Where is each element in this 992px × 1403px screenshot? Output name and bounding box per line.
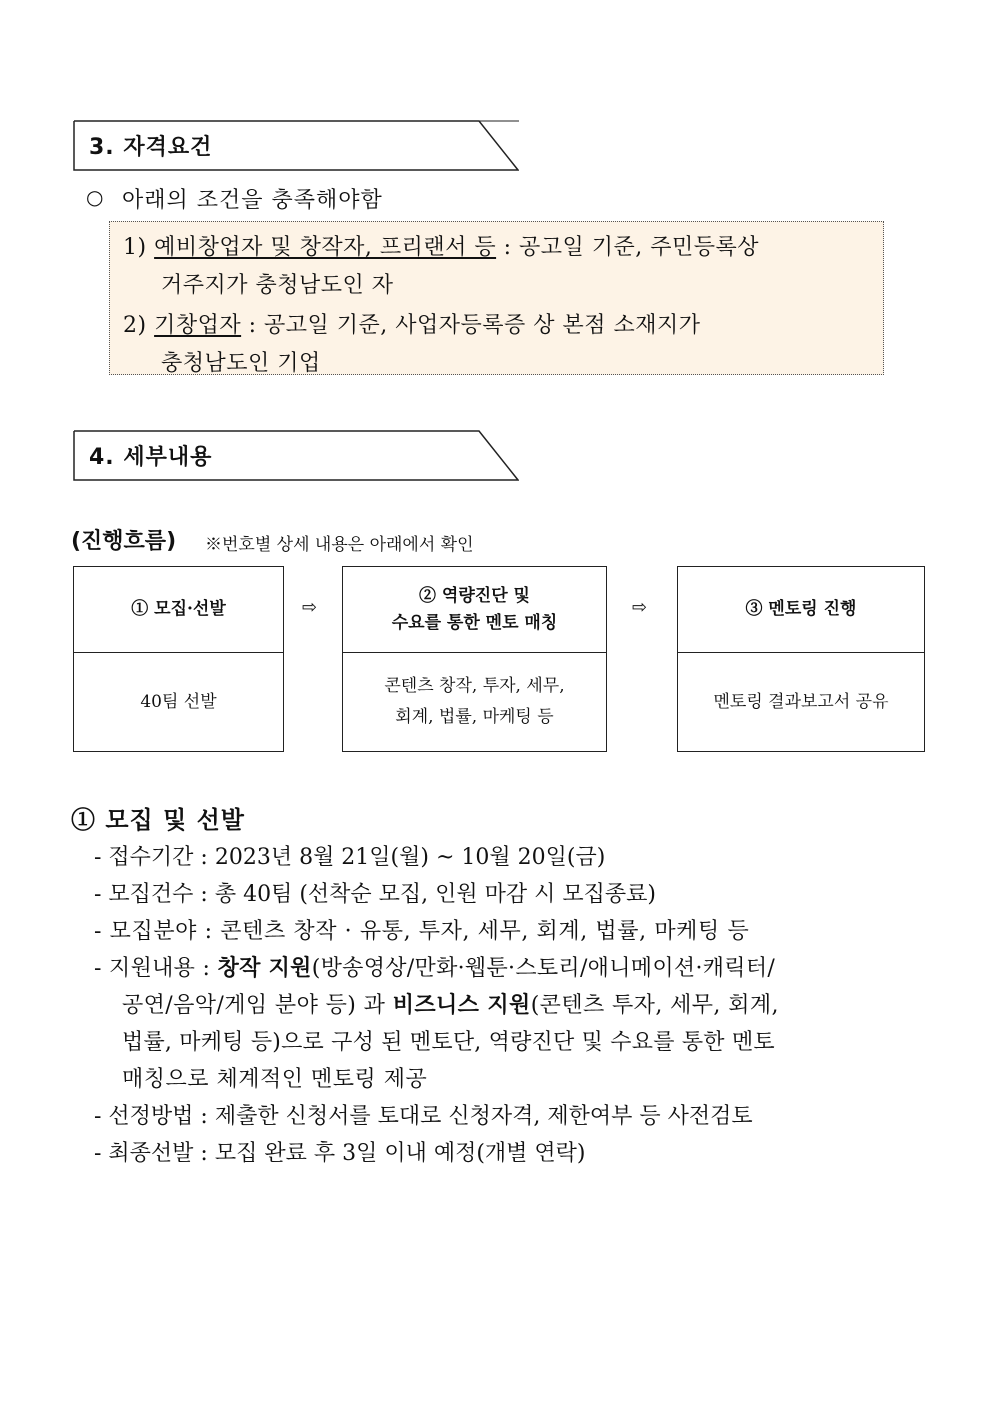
flow-box-mentoring <box>677 566 925 752</box>
flow-box-body-line: 콘텐츠 창작, 투자, 세무, <box>384 676 565 696</box>
support-text: (콘텐츠 투자, 세무, 회계, <box>530 993 779 1018</box>
flow-box-head-line: ① 모집·선발 <box>131 599 226 619</box>
flow-title: (진행흐름) <box>71 529 177 554</box>
support-text: 공연/음악/게임 분야 등) 과 <box>122 993 393 1018</box>
condition-item-1-line2: 거주지가 충청남도인 자 <box>161 273 394 298</box>
flow-box-head <box>678 567 924 653</box>
flow-box-body-line: 멘토링 결과보고서 공유 <box>713 691 889 712</box>
condition-item-2-target: 기창업자 <box>154 313 242 338</box>
condition-item-1-num: 1) <box>123 235 147 260</box>
flow-box-head <box>74 567 283 653</box>
flow-box-body-line: 40팀 선발 <box>140 691 217 712</box>
section-3-header <box>73 120 519 172</box>
flow-box-head-line: ③ 멘토링 진행 <box>745 599 857 619</box>
condition-item-2-num: 2) <box>123 313 147 338</box>
condition-item-2-line2: 충청남도인 기업 <box>161 351 321 376</box>
condition-item-2 <box>123 308 701 339</box>
recruit-title: ① 모집 및 선발 <box>71 805 245 834</box>
flow-arrow-icon: ⇨ <box>302 597 318 618</box>
section-4-header <box>73 430 519 482</box>
flow-box-body-line: 회계, 법률, 마케팅 등 <box>395 707 554 727</box>
recruit-support-line4: 매칭으로 체계적인 멘토링 제공 <box>122 1067 428 1092</box>
section-3-title: 3. 자격요건 <box>89 135 213 160</box>
condition-item-1-text: : 공고일 기준, 주민등록상 <box>496 235 759 260</box>
conditions-box <box>109 221 884 375</box>
flow-box-body <box>678 653 924 751</box>
recruit-fields: - 모집분야 : 콘텐츠 창작 · 유통, 투자, 세무, 회계, 법률, 마케팅 등 <box>94 919 750 944</box>
flow-box-head-line: 수요를 통한 멘토 매칭 <box>391 612 558 633</box>
recruit-support-line1 <box>94 951 775 982</box>
section-4-title: 4. 세부내용 <box>89 445 213 470</box>
flow-box-recruit <box>73 566 284 752</box>
recruit-period: - 접수기간 : 2023년 8월 21일(월) ~ 10월 20일(금) <box>94 845 606 870</box>
flow-box-head <box>343 567 606 653</box>
flow-box-body <box>74 653 283 751</box>
condition-item-1-target: 예비창업자 및 창작자, 프리랜서 등 <box>154 235 497 260</box>
recruit-selection: - 선정방법 : 제출한 신청서를 토대로 신청자격, 제한여부 등 사전검토 <box>94 1104 753 1129</box>
condition-item-1 <box>123 230 759 261</box>
flow-box-body <box>343 653 606 751</box>
flow-box-head-line: ② 역량진단 및 <box>419 585 530 606</box>
recruit-support-line2 <box>122 988 779 1019</box>
support-prefix: - 지원내용 : <box>94 956 218 981</box>
support-bold-business: 비즈니스 지원 <box>392 992 531 1018</box>
condition-item-2-text: : 공고일 기준, 사업자등록증 상 본점 소재지가 <box>241 313 701 338</box>
recruit-support-line3: 법률, 마케팅 등)으로 구성 된 멘토단, 역량진단 및 수요를 통한 멘토 <box>122 1030 775 1055</box>
flow-note: ※번호별 상세 내용은 아래에서 확인 <box>205 535 474 555</box>
support-bold-creative: 창작 지원 <box>217 955 312 981</box>
support-text: (방송영상/만화·웹툰·스토리/애니메이션·캐릭터/ <box>311 956 776 981</box>
flow-arrow-icon: ⇨ <box>632 597 648 618</box>
flow-box-matching <box>342 566 607 752</box>
condition-intro: 아래의 조건을 충족해야함 <box>122 188 383 213</box>
bullet-circle: ○ <box>86 185 104 209</box>
recruit-final: - 최종선발 : 모집 완료 후 3일 이내 예정(개별 연락) <box>94 1141 586 1166</box>
recruit-count: - 모집건수 : 총 40팀 (선착순 모집, 인원 마감 시 모집종료) <box>94 882 656 907</box>
